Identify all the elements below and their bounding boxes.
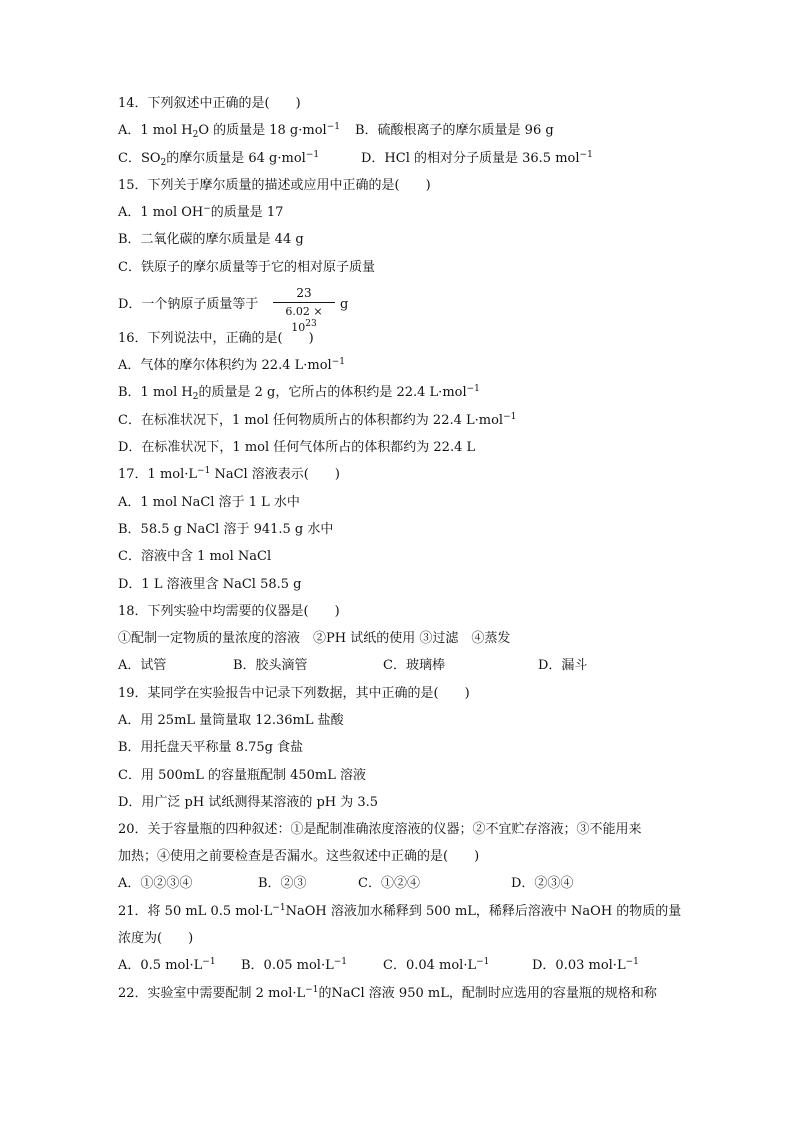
option-b: B．胶头滴管 xyxy=(233,658,308,673)
question-22-stem: 22．实验室中需要配制 2 $mol\cdot L^{-1}$的NaCl 溶液 950 mL，配制时应选用的容量瓶的规格和称 xyxy=(118,985,657,1001)
question-17-stem: 17．1 $mol\cdot L^{-1}$ NaCl 溶液表示( ) xyxy=(118,466,340,482)
question-15-option-d-unit: g xyxy=(340,297,349,312)
question-16-option-d: D．在标准状况下，1 mol 任何气体所占的体积都约为 22.4 L xyxy=(118,440,476,455)
option-b: B．硫酸根离子的摩尔质量是 96 g xyxy=(355,123,554,138)
option-d: D．漏斗 xyxy=(538,658,588,673)
question-19-option-d: D．用广泛 pH 试纸测得某溶液的 pH 为 3.5 xyxy=(118,795,379,810)
question-17-option-a: A．1 mol NaCl 溶于 1 L 水中 xyxy=(118,495,300,510)
question-21-stem-line1: 21．将 50 mL 0.5 $mol\cdot L^{-1}NaOH$ 溶液加水稀释到 500 mL，稀释后溶液中 NaOH 的物质的量 xyxy=(118,903,682,919)
option-a: A．0.5 $mol\cdot L^{-1}$ xyxy=(118,957,216,973)
option-c: C．0.04 $mol\cdot L^{-1}$ xyxy=(383,957,490,973)
question-18-items: ①配制一定物质的量浓度的溶液 ②PH 试纸的使用 ③过滤 ④蒸发 xyxy=(118,631,511,646)
fraction-numerator: 23 xyxy=(296,286,312,300)
question-17-option-d: D．1 L 溶液里含 NaCl 58.5 g xyxy=(118,577,302,592)
question-19-stem: 19．某同学在实验报告中记录下列数据，其中正确的是( ) xyxy=(118,686,470,701)
option-b: B．0.05 $mol\cdot L^{-1}$ xyxy=(241,957,347,973)
option-d: D．②③④ xyxy=(511,876,574,891)
question-19-option-b: B．用托盘天平称量 8.75g 食盐 xyxy=(118,740,304,755)
question-15-option-c: C．铁原子的摩尔质量等于它的相对原子质量 xyxy=(118,260,375,275)
question-15-option-b: B．二氧化碳的摩尔质量是 44 g xyxy=(118,232,304,247)
option-c: C．玻璃棒 xyxy=(383,658,445,673)
option-c: C．$SO_2$的摩尔质量是 64 g·mol$^{-1}$ xyxy=(118,150,320,168)
question-19-option-c: C．用 500mL 的容量瓶配制 450mL 溶液 xyxy=(118,768,367,783)
option-a: A．①②③④ xyxy=(118,876,193,891)
fraction-denominator: $6.02 \times 10^{23}$ xyxy=(285,305,323,334)
question-17-option-b: B．58.5 g NaCl 溶于 941.5 g 水中 xyxy=(118,522,334,537)
option-d: D．HCl 的相对分子质量是 36.5 mol$^{-1}$ xyxy=(361,150,593,166)
question-14-stem: 14．下列叙述中正确的是( ) xyxy=(118,96,301,111)
question-16-option-b: B．1 mol $H_2$的质量是 2 g，它所占的体积约是 22.4 L·mol$^{-1}$ xyxy=(118,384,480,402)
option-a: A．1 mol $H_2O$ 的质量是 18 g·mol$^{-1}$ xyxy=(118,122,340,140)
question-15-option-a: A．1 mol OH−的质量是 17 xyxy=(118,204,284,220)
option-b: B．②③ xyxy=(258,876,307,891)
question-15-option-d: D．一个钠原子质量等于 xyxy=(118,297,259,312)
fraction xyxy=(273,285,335,336)
question-15-stem: 15．下列关于摩尔质量的描述或应用中正确的是( ) xyxy=(118,178,431,193)
question-16-option-a: A．气体的摩尔体积约为 22.4 L·mol$^{-1}$ xyxy=(118,357,345,373)
option-d: D．0.03 $mol\cdot L^{-1}$ xyxy=(532,957,639,973)
option-a: A．试管 xyxy=(118,658,167,673)
question-20-stem-line1: 20．关于容量瓶的四种叙述：①是配制准确浓度溶液的仪器；②不宜贮存溶液；③不能用来 xyxy=(118,822,642,837)
question-18-stem: 18．下列实验中均需要的仪器是( ) xyxy=(118,604,340,619)
question-16-stem: 16．下列说法中，正确的是( ) xyxy=(118,331,314,346)
option-c: C．①②④ xyxy=(358,876,420,891)
question-20-stem-line2: 加热；④使用之前要检查是否漏水。这些叙述中正确的是( ) xyxy=(118,849,480,864)
question-21-stem-line2: 浓度为( ) xyxy=(118,931,194,946)
question-17-option-c: C．溶液中含 1 mol NaCl xyxy=(118,549,272,564)
question-19-option-a: A．用 25mL 量筒量取 12.36mL 盐酸 xyxy=(118,713,344,728)
question-16-option-c: C．在标准状况下，1 mol 任何物质所占的体积都约为 22.4 L·mol$^{-1}$ xyxy=(118,412,517,428)
fraction-bar xyxy=(273,302,335,303)
